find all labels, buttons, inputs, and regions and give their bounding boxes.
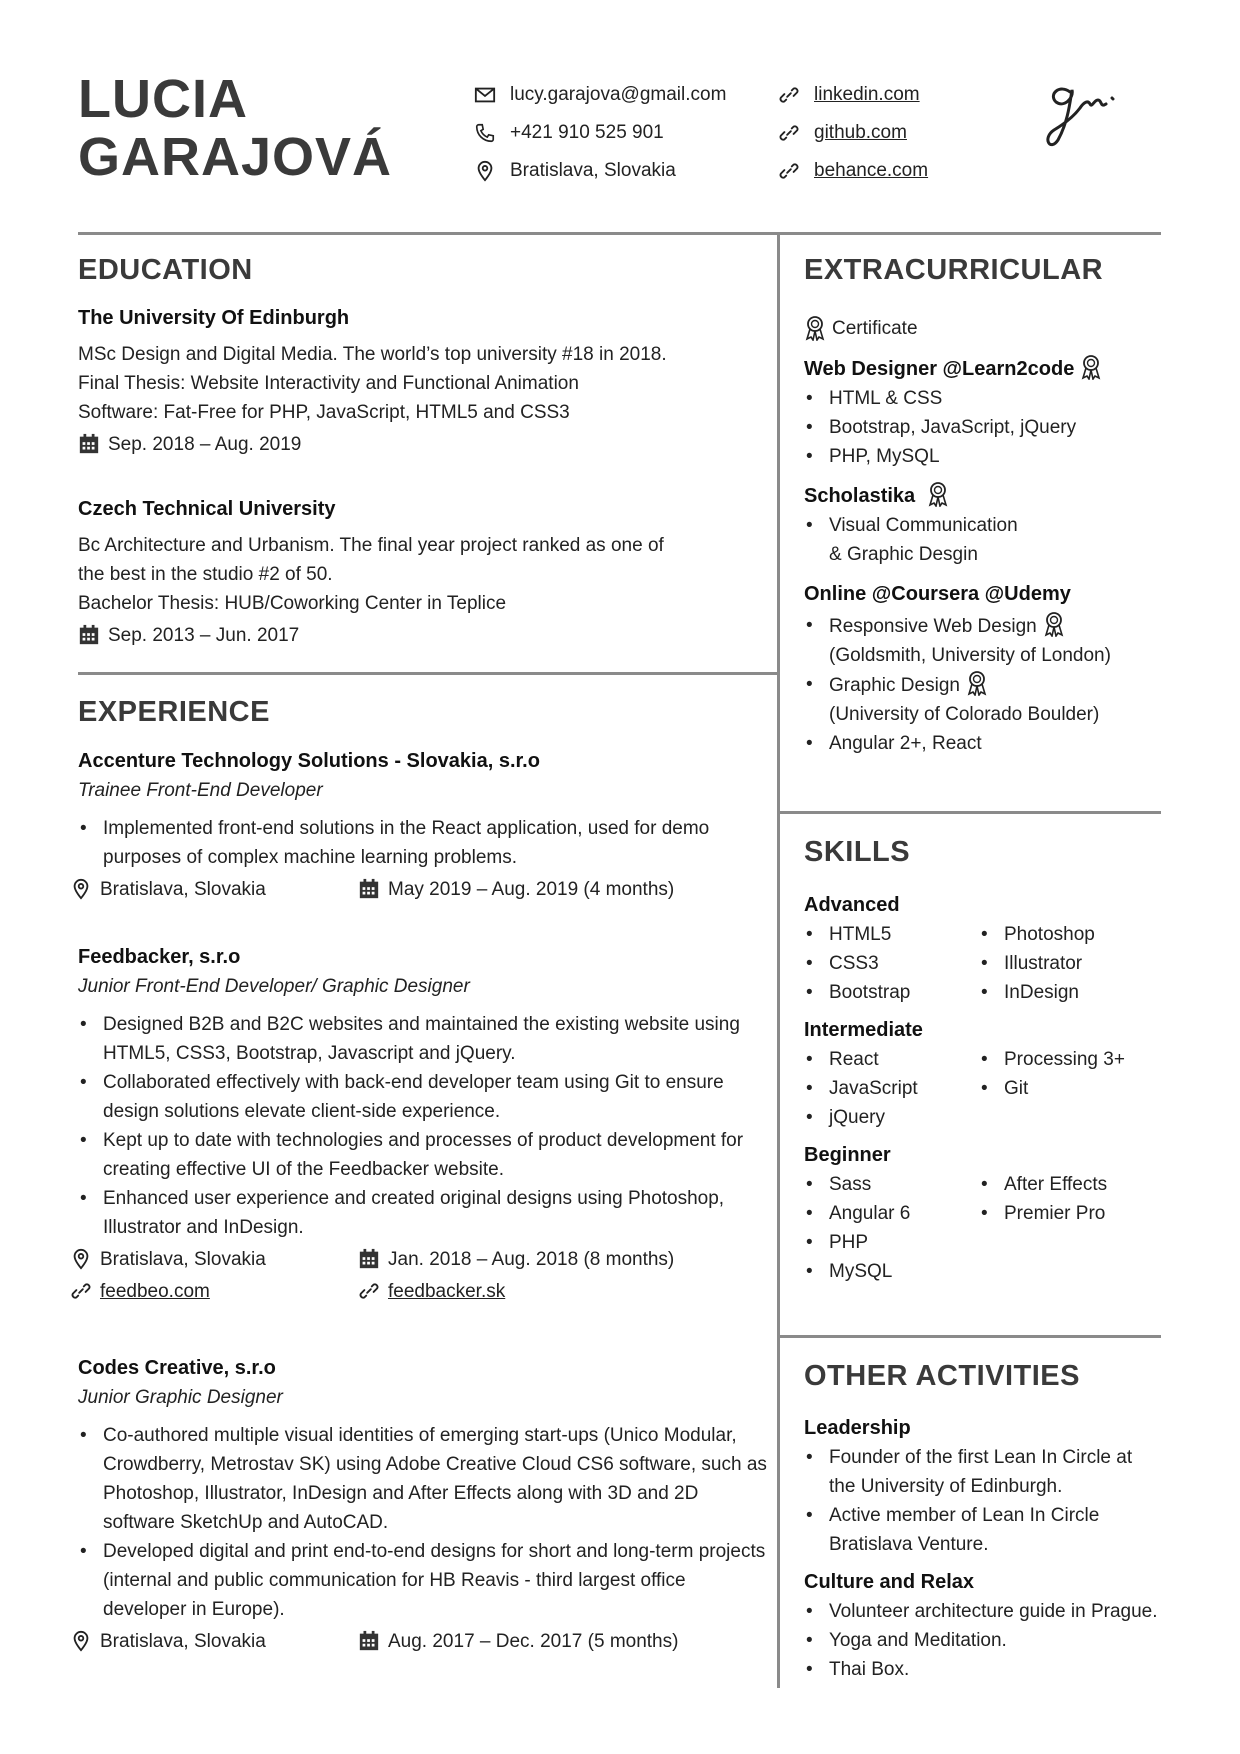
job-location <box>70 875 358 904</box>
school-name: The University Of Edinburgh <box>78 307 350 329</box>
item-line: & Graphic Desgin <box>829 544 978 565</box>
education-divider <box>78 672 778 675</box>
skill-item: • Photoshop <box>979 920 1154 949</box>
skill-list <box>979 1170 1154 1286</box>
duties-list <box>78 814 768 872</box>
list-item: • Angular 2+, React <box>804 729 1154 758</box>
education-edinburgh <box>78 303 768 461</box>
skill-item: • Premier Pro <box>979 1199 1154 1228</box>
profile-links <box>778 76 928 190</box>
skill-item: • Processing 3+ <box>979 1045 1154 1074</box>
detail-line: Final Thesis: Website Interactivity and Functional Animation <box>78 373 579 394</box>
job-link-1 <box>70 1277 358 1306</box>
award-ribbon-icon <box>804 315 826 341</box>
skill-item: • jQuery <box>804 1103 979 1132</box>
skill-item: • JavaScript <box>804 1074 979 1103</box>
leadership-list <box>804 1443 1144 1559</box>
award-ribbon-icon <box>927 481 949 507</box>
legend-label: Certificate <box>832 317 918 339</box>
link-icon <box>70 1280 92 1302</box>
job-link-2 <box>358 1277 505 1306</box>
course-name: Graphic Design <box>829 675 960 696</box>
dates-text: Aug. 2017 – Dec. 2017 (5 months) <box>388 1630 679 1652</box>
list-item: • HTML & CSS <box>804 384 1154 413</box>
experience-codes-creative <box>78 1353 768 1658</box>
item-line: Visual Communication <box>829 515 1018 536</box>
skills-divider <box>779 1335 1161 1338</box>
job-role: Junior Graphic Designer <box>78 1387 283 1408</box>
list-item: • Kept up to date with technologies and processes of product development for creating effective UI of the Feedbacker website. <box>78 1126 768 1184</box>
list-item: • PHP, MySQL <box>804 442 1154 471</box>
skill-level-intermediate: Intermediate <box>804 1019 923 1041</box>
list-item: • Active member of Lean In Circle Bratislava Venture. <box>804 1501 1144 1559</box>
skill-item: • After Effects <box>979 1170 1154 1199</box>
leadership-title: Leadership <box>804 1417 911 1439</box>
beginner-skills <box>804 1170 1154 1286</box>
experience-accenture <box>78 746 768 906</box>
job-dates <box>358 1627 678 1656</box>
skill-item: • HTML5 <box>804 920 979 949</box>
list-item: • Founder of the first Lean In Circle at the University of Edinburgh. <box>804 1443 1144 1501</box>
skill-item: • React <box>804 1045 979 1074</box>
company-name: Codes Creative, s.r.o <box>78 1357 276 1379</box>
behance-link[interactable]: behance.com <box>814 160 929 181</box>
list-item <box>804 670 1154 729</box>
course-title: Web Designer @Learn2code <box>804 358 1075 380</box>
list-item: • Implemented front-end solutions in the React application, used for demo purposes of complex machine learning problems. <box>78 814 768 872</box>
scholastika-list <box>804 511 1154 569</box>
detail-line: MSc Design and Digital Media. The world’s top university #18 in 2018. <box>78 344 667 365</box>
education-czech <box>78 494 768 652</box>
calendar-icon <box>78 433 100 455</box>
skill-level-advanced: Advanced <box>804 894 900 916</box>
linkedin-link[interactable]: linkedin.com <box>814 84 920 105</box>
job-location <box>70 1627 358 1656</box>
online-courses-title: Online @Coursera @Udemy <box>804 583 1071 605</box>
job-role: Junior Front-End Developer/ Graphic Designer <box>78 976 470 997</box>
feedbacker-link[interactable]: feedbacker.sk <box>388 1280 506 1302</box>
skill-item: • Illustrator <box>979 949 1154 978</box>
phone-icon <box>474 122 496 144</box>
school-name: Czech Technical University <box>78 498 336 520</box>
calendar-icon <box>358 878 380 900</box>
award-ribbon-icon <box>1043 611 1065 637</box>
award-ribbon-icon <box>1080 354 1102 380</box>
mail-icon <box>474 84 496 106</box>
skill-item: • Git <box>979 1074 1154 1103</box>
advanced-skills <box>804 920 1154 1007</box>
date-row <box>78 427 768 461</box>
signature-graphic <box>1040 72 1160 152</box>
feedbeo-link[interactable]: feedbeo.com <box>100 1280 210 1302</box>
job-meta <box>70 872 768 906</box>
award-ribbon-icon <box>966 670 988 696</box>
web-designer-title <box>804 354 1154 384</box>
email-row <box>474 76 726 114</box>
education-dates: Sep. 2013 – Jun. 2017 <box>108 624 300 646</box>
list-item <box>804 511 1154 569</box>
list-item: • Designed B2B and B2C websites and maintained the existing website using HTML5, CSS3, Bootstrap, Javascript and jQuery. <box>78 1010 768 1068</box>
school-details <box>78 340 768 427</box>
skill-list <box>804 1045 979 1132</box>
detail-line: Bc Architecture and Urbanism. The final year project ranked as one of <box>78 535 664 556</box>
link-icon <box>778 84 800 106</box>
skill-item: • MySQL <box>804 1257 979 1286</box>
link-icon <box>778 122 800 144</box>
skills-title: SKILLS <box>804 836 911 868</box>
dates-text: May 2019 – Aug. 2019 (4 months) <box>388 878 675 900</box>
skill-list <box>804 1170 979 1286</box>
location-text: Bratislava, Slovakia <box>100 878 266 900</box>
other-activities-title: OTHER ACTIVITIES <box>804 1360 1080 1392</box>
skill-item: • CSS3 <box>804 949 979 978</box>
detail-line: Software: Fat-Free for PHP, JavaScript, HTML5 and CSS3 <box>78 402 570 423</box>
skill-item: • Angular 6 <box>804 1199 979 1228</box>
list-item: • Enhanced user experience and created original designs using Photoshop, Illustrator and InDesign. <box>78 1184 768 1242</box>
list-item <box>804 611 1154 670</box>
skill-item: • InDesign <box>979 978 1154 1007</box>
culture-title: Culture and Relax <box>804 1571 975 1593</box>
link-icon <box>358 1280 380 1302</box>
date-row <box>78 618 768 652</box>
experience-feedbacker <box>78 942 768 1306</box>
job-role: Trainee Front-End Developer <box>78 780 323 801</box>
skill-item: • Bootstrap <box>804 978 979 1007</box>
extracurricular-content <box>804 312 1154 758</box>
course-provider: (Goldsmith, University of London) <box>829 645 1111 666</box>
extracurricular-divider <box>779 811 1161 814</box>
location-pin-icon <box>474 160 496 182</box>
column-divider <box>777 232 780 1688</box>
candidate-name <box>78 70 392 186</box>
job-dates <box>358 1245 674 1274</box>
list-item: • Developed digital and print end-to-end designs for short and long-term projects (internal and public communication for HB Reavis - third largest office developer in Europe). <box>78 1537 768 1624</box>
skill-item: • PHP <box>804 1228 979 1257</box>
calendar-icon <box>358 1630 380 1652</box>
education-dates: Sep. 2018 – Aug. 2019 <box>108 433 302 455</box>
company-name: Accenture Technology Solutions - Slovakia, s.r.o <box>78 750 540 772</box>
detail-line: the best in the studio #2 of 50. <box>78 564 333 585</box>
extracurricular-title: EXTRACURRICULAR <box>804 254 1104 286</box>
behance-row <box>778 152 928 190</box>
list-item: • Yoga and Meditation. <box>804 1626 1204 1655</box>
job-meta <box>70 1242 768 1276</box>
skills-content <box>804 890 1154 1286</box>
dates-text: Jan. 2018 – Aug. 2018 (8 months) <box>388 1248 675 1270</box>
scholastika-title <box>804 481 1154 511</box>
linkedin-row <box>778 76 928 114</box>
online-courses-list <box>804 611 1154 758</box>
experience-title: EXPERIENCE <box>78 696 270 728</box>
skill-item: • Sass <box>804 1170 979 1199</box>
list-item: • Bootstrap, JavaScript, jQuery <box>804 413 1154 442</box>
job-dates <box>358 875 674 904</box>
location-pin-icon <box>70 1630 92 1652</box>
contact-info <box>474 76 726 190</box>
duties-list <box>78 1010 768 1242</box>
location-text: Bratislava, Slovakia <box>100 1630 266 1652</box>
skill-list <box>979 1045 1154 1132</box>
location-row <box>474 152 726 190</box>
company-name: Feedbacker, s.r.o <box>78 946 241 968</box>
first-name: LUCIA <box>78 69 248 129</box>
education-title: EDUCATION <box>78 254 253 286</box>
job-meta <box>70 1624 768 1658</box>
course-provider: (University of Colorado Boulder) <box>829 704 1100 725</box>
other-activities-content <box>804 1413 1204 1684</box>
detail-line: Bachelor Thesis: HUB/Coworking Center in Teplice <box>78 593 507 614</box>
skill-list <box>804 920 979 1007</box>
list-item: • Co-authored multiple visual identities of emerging start-ups (Unico Modular, Crowdberry, Metrostav SK) using Adobe Creative Cloud CS6 software, such as Photoshop, Illustrator, InDesign and After Effects along with 3D and 2D software SketchUp and AutoCAD. <box>78 1421 768 1537</box>
intermediate-skills <box>804 1045 1154 1132</box>
email-text[interactable]: lucy.garajova@gmail.com <box>510 84 727 105</box>
link-icon <box>778 160 800 182</box>
github-link[interactable]: github.com <box>814 122 907 143</box>
job-location <box>70 1245 358 1274</box>
list-item: • Volunteer architecture guide in Prague. <box>804 1597 1204 1626</box>
course-name: Responsive Web Design <box>829 616 1037 637</box>
location-pin-icon <box>70 878 92 900</box>
job-links <box>70 1276 768 1306</box>
location-text: Bratislava, Slovakia <box>100 1248 266 1270</box>
list-item: • Thai Box. <box>804 1655 1204 1684</box>
header-divider <box>78 232 1161 235</box>
phone-row <box>474 114 726 152</box>
school-details <box>78 531 768 618</box>
calendar-icon <box>358 1248 380 1270</box>
web-designer-list <box>804 384 1154 471</box>
github-row <box>778 114 928 152</box>
location-pin-icon <box>70 1248 92 1270</box>
skill-list <box>979 920 1154 1007</box>
culture-list <box>804 1597 1204 1684</box>
course-title: Scholastika <box>804 485 916 507</box>
certificate-legend <box>804 312 1154 344</box>
location-text: Bratislava, Slovakia <box>510 160 676 181</box>
duties-list <box>78 1421 768 1624</box>
calendar-icon <box>78 624 100 646</box>
skill-level-beginner: Beginner <box>804 1144 891 1166</box>
list-item: • Collaborated effectively with back-end developer team using Git to ensure design solutions elevate client-side experience. <box>78 1068 768 1126</box>
phone-text[interactable]: +421 910 525 901 <box>510 122 664 143</box>
last-name: GARAJOVÁ <box>78 127 393 187</box>
